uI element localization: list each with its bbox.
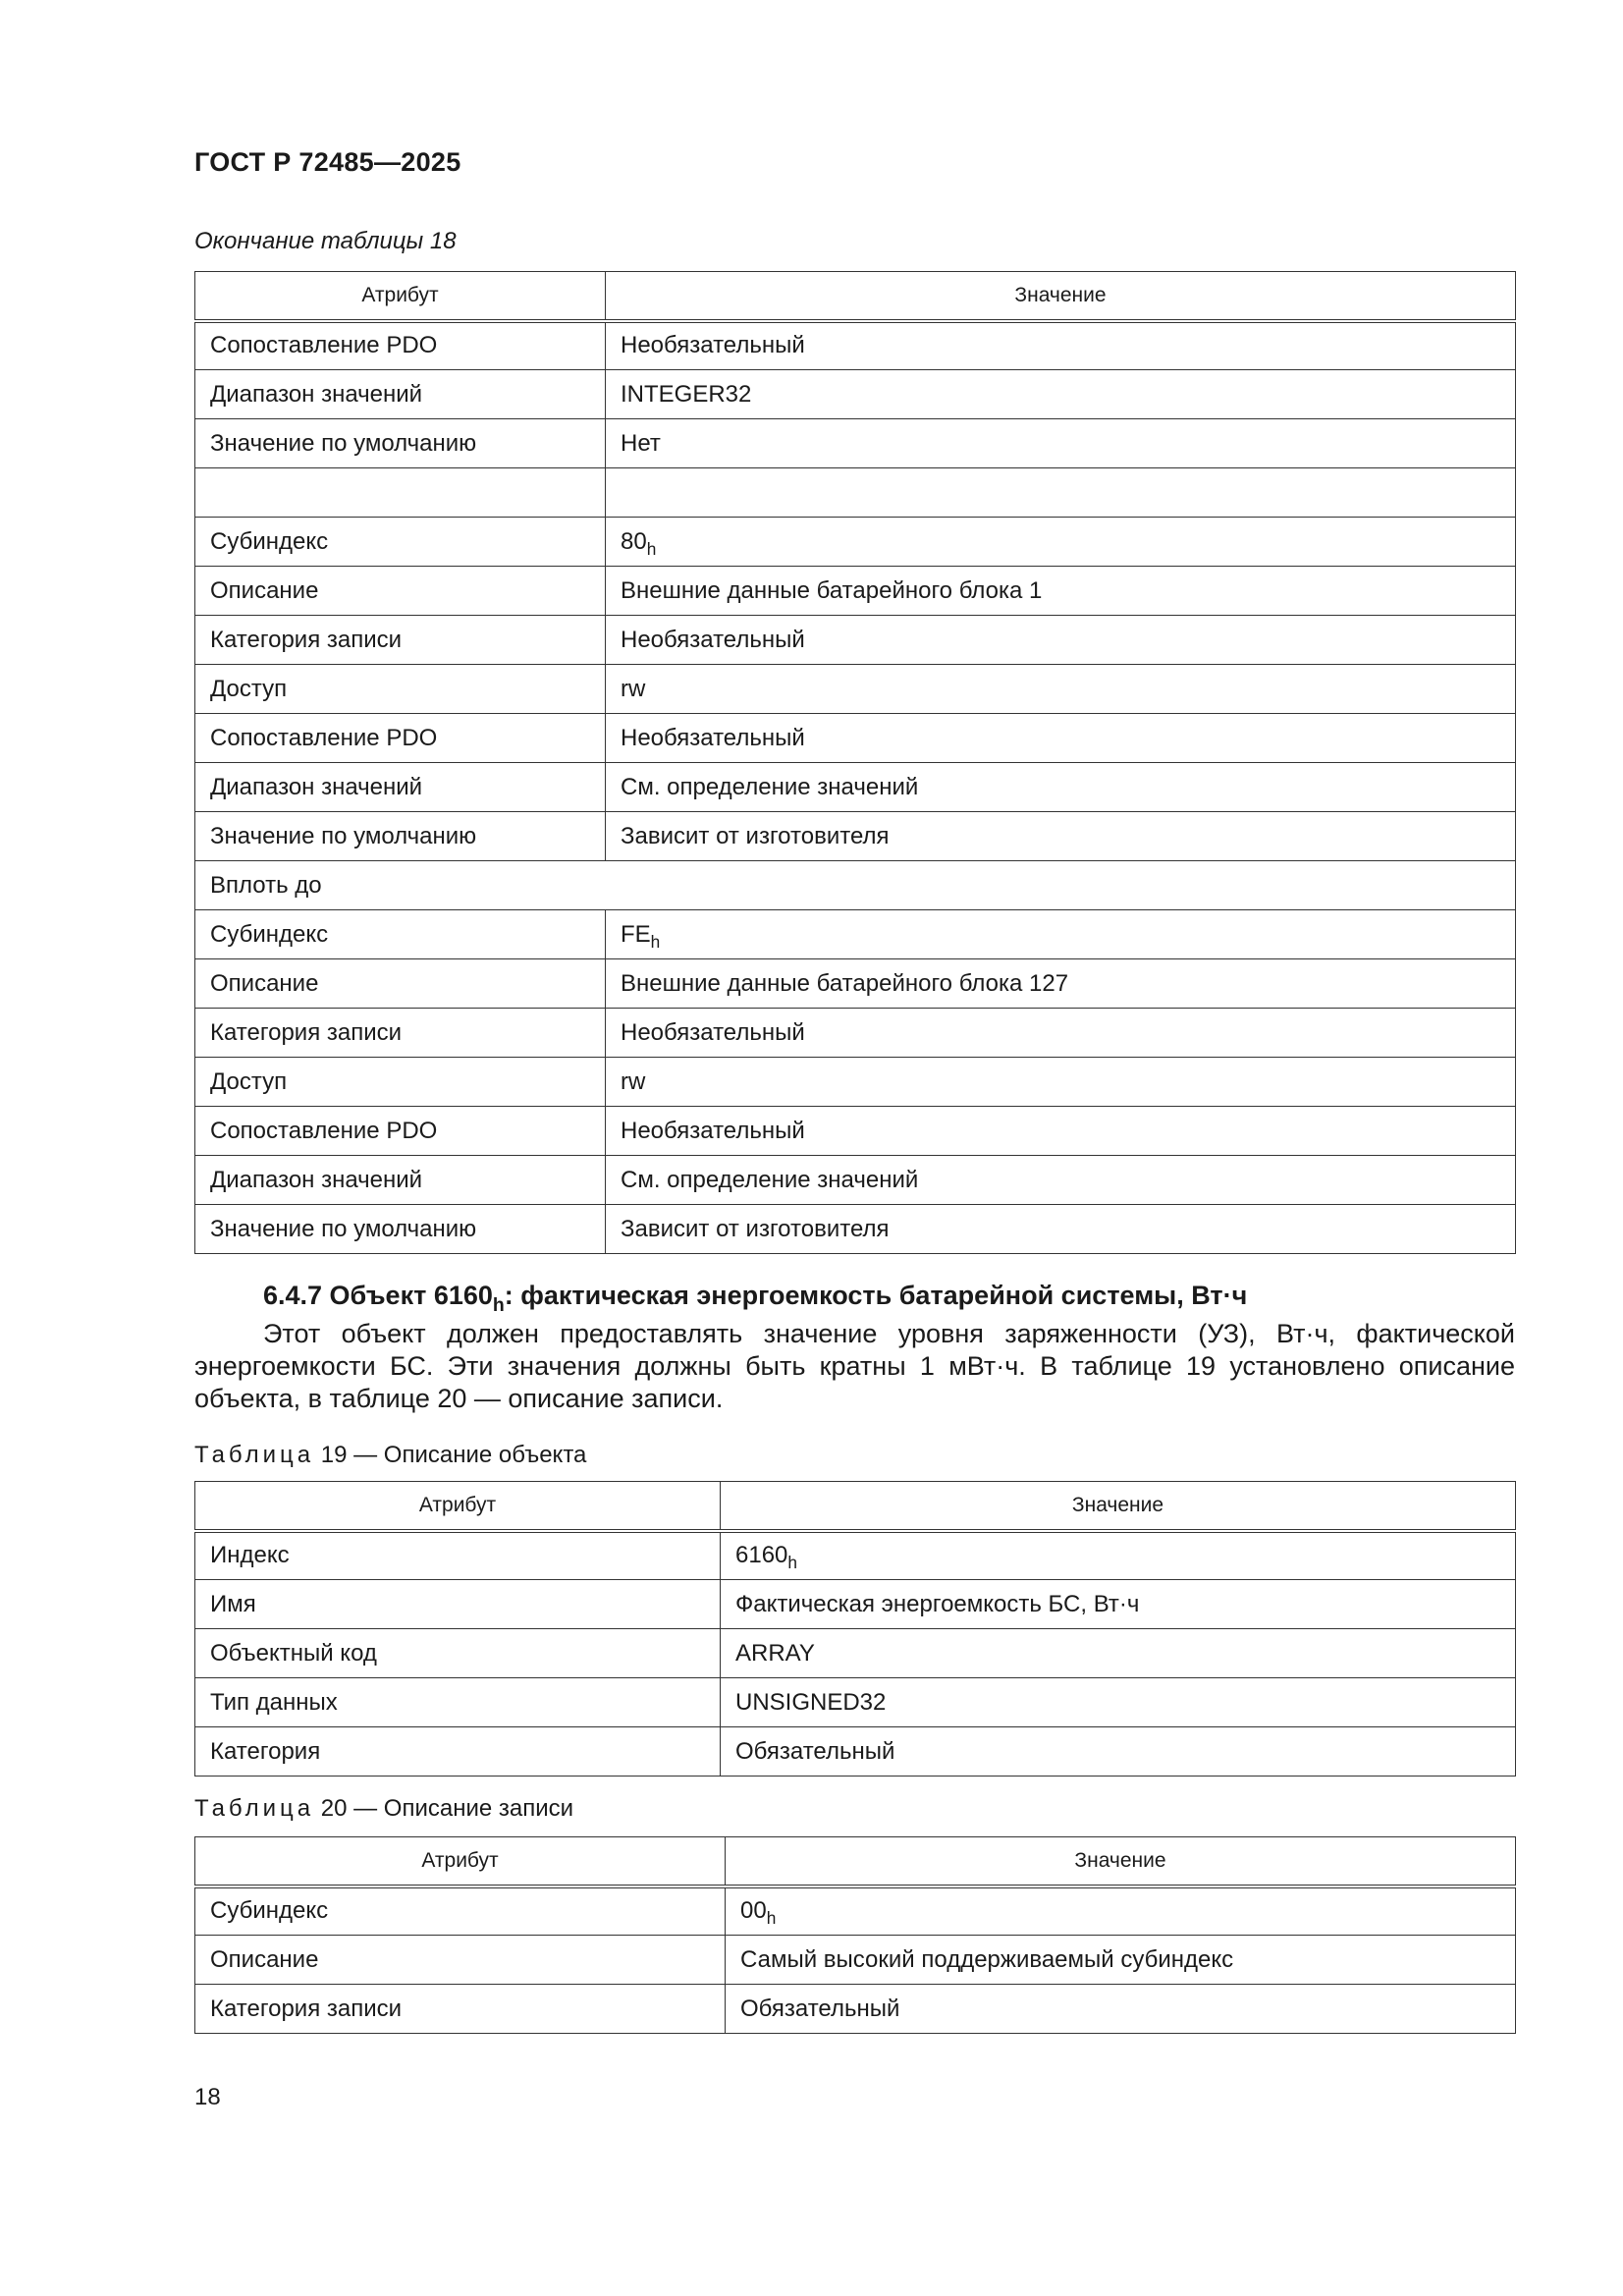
- value-subscript: h: [787, 1553, 797, 1573]
- column-header-attribute: Атрибут: [195, 272, 606, 321]
- value-text: Необязательный: [621, 1117, 805, 1144]
- table-row: [195, 1629, 1516, 1678]
- attribute-cell: Категория записи: [195, 616, 606, 665]
- table-row: [195, 910, 1516, 959]
- value-subscript: h: [766, 1908, 777, 1929]
- table-row: [195, 1107, 1516, 1156]
- table-row: [195, 1727, 1516, 1777]
- value-text: Нет: [621, 429, 661, 457]
- table19-caption-word: Таблица: [194, 1442, 315, 1468]
- table-row: [195, 1580, 1516, 1629]
- value-cell: [606, 518, 1516, 567]
- value-cell: [606, 1107, 1516, 1156]
- table19-caption: [194, 1442, 586, 1469]
- value-cell: [606, 567, 1516, 616]
- table20-caption: [194, 1795, 573, 1823]
- attribute-cell: Категория записи: [195, 1009, 606, 1058]
- value-cell: [606, 419, 1516, 468]
- table-row: [195, 1009, 1516, 1058]
- value-cell: [606, 665, 1516, 714]
- attribute-cell: Сопоставление PDO: [195, 714, 606, 763]
- table-row: [195, 763, 1516, 812]
- column-header-value: Значение: [721, 1482, 1516, 1531]
- value-cell: [721, 1531, 1516, 1580]
- table-row: [195, 1985, 1516, 2034]
- section-heading: [263, 1281, 1248, 1316]
- value-cell: [606, 812, 1516, 861]
- table-row: [195, 468, 1516, 518]
- table-row: [195, 959, 1516, 1009]
- value-text: ARRAY: [735, 1639, 815, 1667]
- value-cell: [606, 1205, 1516, 1254]
- section-paragraph: [194, 1318, 1515, 1415]
- attribute-cell: Доступ: [195, 1058, 606, 1107]
- value-cell: [606, 321, 1516, 370]
- value-cell: [606, 468, 1516, 518]
- value-cell: [606, 616, 1516, 665]
- value-text: См. определение значений: [621, 773, 919, 800]
- value-cell: [721, 1580, 1516, 1629]
- value-cell: [721, 1678, 1516, 1727]
- table-18-end: [194, 271, 1516, 1254]
- column-header-value: Значение: [606, 272, 1516, 321]
- attribute-cell: Субиндекс: [195, 910, 606, 959]
- table20-caption-word: Таблица: [194, 1795, 315, 1822]
- value-cell: [606, 1156, 1516, 1205]
- attribute-cell: Доступ: [195, 665, 606, 714]
- document-code: ГОСТ Р 72485—2025: [194, 147, 461, 177]
- value-text: Фактическая энергоемкость БС, Вт·ч: [735, 1590, 1140, 1617]
- table-row: [195, 1936, 1516, 1985]
- column-header-attribute: Атрибут: [195, 1837, 726, 1886]
- table-row: [195, 861, 1516, 910]
- value-text: 00: [740, 1897, 767, 1925]
- table-row: [195, 567, 1516, 616]
- heading-subscript: h: [492, 1293, 505, 1316]
- value-text: Самый высокий поддерживаемый субиндекс: [740, 1945, 1234, 1973]
- table-19: [194, 1481, 1516, 1777]
- value-text: 6160: [735, 1542, 788, 1569]
- attribute-cell: Диапазон значений: [195, 763, 606, 812]
- attribute-cell: Категория записи: [195, 1985, 726, 2034]
- attribute-cell: Имя: [195, 1580, 721, 1629]
- table-row: [195, 616, 1516, 665]
- heading-text-start: 6.4.7 Объект 6160: [263, 1281, 493, 1310]
- value-text: Обязательный: [740, 1995, 900, 2022]
- attribute-cell: Категория: [195, 1727, 721, 1777]
- value-cell: [606, 763, 1516, 812]
- value-text: INTEGER32: [621, 380, 752, 408]
- table-row: [195, 1058, 1516, 1107]
- value-cell: [606, 910, 1516, 959]
- table-row: [195, 812, 1516, 861]
- attribute-cell: Диапазон значений: [195, 370, 606, 419]
- attribute-cell: Значение по умолчанию: [195, 812, 606, 861]
- attribute-cell: Субиндекс: [195, 518, 606, 567]
- value-text: Обязательный: [735, 1737, 895, 1765]
- value-subscript: h: [650, 931, 661, 952]
- attribute-cell: Диапазон значений: [195, 1156, 606, 1205]
- value-text: Необязательный: [621, 1018, 805, 1046]
- attribute-cell: Описание: [195, 959, 606, 1009]
- table-row: [195, 714, 1516, 763]
- table-row: [195, 1205, 1516, 1254]
- attribute-cell: Тип данных: [195, 1678, 721, 1727]
- value-text: rw: [621, 675, 646, 702]
- value-cell: [726, 1936, 1516, 1985]
- value-cell: [606, 370, 1516, 419]
- value-cell: [726, 1985, 1516, 2034]
- value-text: Внешние данные батарейного блока 1: [621, 576, 1043, 604]
- value-text: 80: [621, 527, 647, 555]
- attribute-cell: Описание: [195, 567, 606, 616]
- value-cell: [606, 1009, 1516, 1058]
- attribute-cell: Описание: [195, 1936, 726, 1985]
- table-row: [195, 518, 1516, 567]
- heading-text-end: : фактическая энергоемкость батарейной системы, Вт·ч: [504, 1281, 1248, 1310]
- value-text: rw: [621, 1067, 646, 1095]
- value-cell: [606, 959, 1516, 1009]
- value-cell: [721, 1629, 1516, 1678]
- value-text: Необязательный: [621, 626, 805, 653]
- attribute-cell: Сопоставление PDO: [195, 321, 606, 370]
- table-row: [195, 1678, 1516, 1727]
- table-row: [195, 1156, 1516, 1205]
- value-cell: [606, 714, 1516, 763]
- table-20: [194, 1836, 1516, 2034]
- value-cell: [726, 1886, 1516, 1936]
- table-row: [195, 321, 1516, 370]
- value-subscript: h: [646, 538, 657, 559]
- column-header-attribute: Атрибут: [195, 1482, 721, 1531]
- value-text: Необязательный: [621, 724, 805, 751]
- table-row: [195, 665, 1516, 714]
- value-text: Зависит от изготовителя: [621, 822, 890, 849]
- value-text: FE: [621, 920, 651, 948]
- value-cell: [606, 1058, 1516, 1107]
- value-cell: [721, 1727, 1516, 1777]
- table18-caption: Окончание таблицы 18: [194, 228, 457, 254]
- value-text: Внешние данные батарейного блока 127: [621, 969, 1069, 997]
- attribute-cell: [195, 468, 606, 518]
- table20-caption-text: 20 — Описание записи: [314, 1795, 574, 1822]
- value-text: Зависит от изготовителя: [621, 1215, 890, 1242]
- table-row: [195, 419, 1516, 468]
- value-text: Необязательный: [621, 332, 805, 359]
- table-row: [195, 1531, 1516, 1580]
- attribute-cell: Индекс: [195, 1531, 721, 1580]
- attribute-cell: Сопоставление PDO: [195, 1107, 606, 1156]
- attribute-cell: Субиндекс: [195, 1886, 726, 1936]
- table-row: [195, 370, 1516, 419]
- attribute-cell: Объектный код: [195, 1629, 721, 1678]
- spanning-cell: Вплоть до: [195, 861, 1516, 910]
- column-header-value: Значение: [726, 1837, 1516, 1886]
- value-text: См. определение значений: [621, 1166, 919, 1193]
- value-text: UNSIGNED32: [735, 1688, 887, 1716]
- attribute-cell: Значение по умолчанию: [195, 1205, 606, 1254]
- paragraph-text: Этот объект должен предоставлять значение уровня заряженности (УЗ), Вт·ч, фактической энергоемкости БС. Эти значения должны быть кратны 1 мВт·ч. В таблице 19 установлено описание объекта, в таблице 20 — описание записи.: [194, 1319, 1515, 1413]
- attribute-cell: Значение по умолчанию: [195, 419, 606, 468]
- table19-caption-text: 19 — Описание объекта: [314, 1442, 587, 1468]
- page-number: 18: [194, 2084, 221, 2110]
- table-row: [195, 1886, 1516, 1936]
